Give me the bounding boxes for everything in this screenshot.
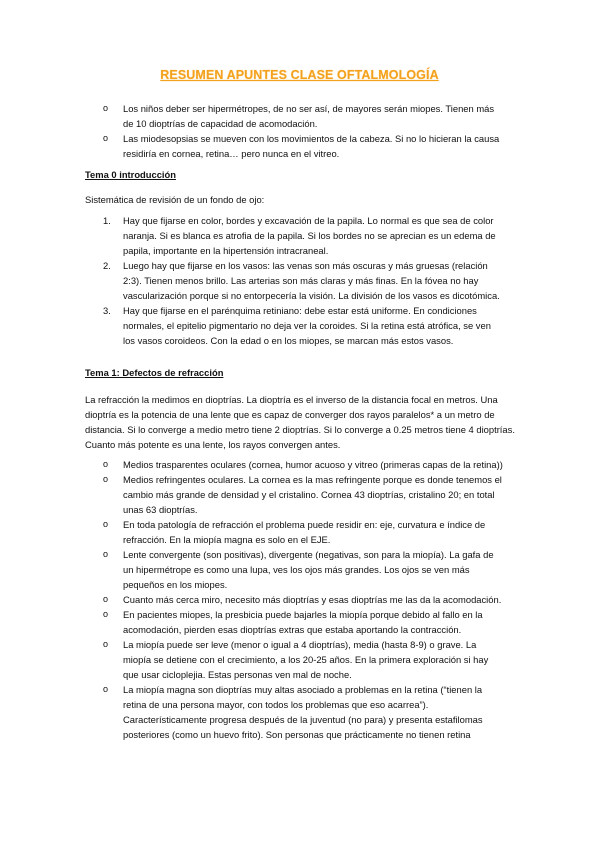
- bullet-text: Las miodesopsias se mueven con los movimientos de la cabeza. Si no lo hicieran la causa residiría en cornea, retina… pero nunca en el vitreo.: [123, 133, 500, 159]
- bullet-text: Los niños deber ser hipermétropes, de no ser así, de mayores serán miopes. Tienen más de 10 dioptrías de capacidad de acomodación.: [123, 103, 495, 129]
- tema0-intro: Sistemática de revisión de un fondo de ojo:: [85, 194, 265, 205]
- list-item: [103, 303, 503, 348]
- bullet-text: La miopía puede ser leve (menor o igual a 4 dioptrías), media (hasta 8-9) o grave. La miopía se detiene con el crecimiento, a los 20-25 años. En la primera exploración si hay que usar cicloplejia. Estas personas ven mal de noche.: [123, 639, 489, 680]
- bullet-icon: o: [103, 684, 109, 694]
- list-item: [103, 547, 503, 592]
- bullet-icon: o: [103, 103, 109, 113]
- bullet-icon: o: [103, 474, 109, 484]
- list-item: [103, 517, 503, 547]
- list-item: [103, 637, 503, 682]
- list-item: [103, 457, 503, 472]
- bullet-icon: o: [103, 594, 109, 604]
- tema0-numbered-list: [103, 213, 503, 348]
- bullet-text: Medios trasparentes oculares (cornea, humor acuoso y vitreo (primeras capas de la retina)): [123, 459, 503, 470]
- list-item: [103, 592, 503, 607]
- bullet-icon: o: [103, 639, 109, 649]
- bullet-text: En toda patología de refracción el problema puede residir en: eje, curvatura e índice de refracción. En la miopía magna es solo en el EJE.: [123, 519, 486, 545]
- bullet-text: Medios refringentes oculares. La cornea es la mas refringente porque es donde tenemos el cambio más grande de densidad y el cristalino. Cornea 43 dioptrías, cristalino 20; en total unas 63 dioptrías.: [123, 474, 502, 515]
- bullet-icon: o: [103, 519, 109, 529]
- list-item: [103, 131, 503, 161]
- bullet-icon: o: [103, 549, 109, 559]
- list-number: 3.: [103, 305, 111, 316]
- tema1-bullet-list: [103, 457, 503, 742]
- intro-bullet-list: [103, 101, 503, 161]
- bullet-text: La miopía magna son dioptrías muy altas asociado a problemas en la retina (“tienen la retina de una persona mayor, con todos los problemas que eso acarrea”). Característicamente progresa después de la juventud (no para) y presenta estafilomas posteriores (como un huevo frito). Son personas que prácticamente no tienen retina: [123, 684, 483, 740]
- bullet-icon: o: [103, 459, 109, 469]
- list-item: [103, 258, 503, 303]
- bullet-icon: o: [103, 133, 109, 143]
- bullet-icon: o: [103, 609, 109, 619]
- section-heading-tema1: Tema 1: Defectos de refracción: [85, 367, 224, 378]
- bullet-text: En pacientes miopes, la presbicia puede bajarles la miopía porque debido al fallo en la acomodación, pierden esas dioptrías extras que estaba aportando la contracción.: [123, 609, 483, 635]
- document-title: RESUMEN APUNTES CLASE OFTALMOLOGÍA: [160, 68, 439, 82]
- list-number: 2.: [103, 260, 111, 271]
- list-text: Hay que fijarse en el parénquima retiniano: debe estar está uniforme. En condiciones normales, el epitelio pigmentario no deja ver la coroides. Si la retina está atrófica, se ven los vasos coroideos. Con la edad o en los miopes, se marcan más estos vasos.: [123, 305, 491, 346]
- list-text: Hay que fijarse en color, bordes y excavación de la papila. Lo normal es que sea de color naranja. Si es blanca es atrofia de la papila. Si los bordes no se aprecian es un edema de papila, importante en la hipertensión intracraneal.: [123, 215, 496, 256]
- list-item: [103, 213, 503, 258]
- tema1-intro: La refracción la medimos en dioptrías. La dioptría es el inverso de la distancia focal en metros. Una dioptría es la potencia de una lente que es capaz de converger dos rayos paralelos* a un metro de distancia. Si lo converge a medio metro tiene 2 dioptrías. Si lo converge a 0.25 metros tiene 4 dioptrías. Cuanto más potente es una lente, los rayos convergen antes.: [85, 394, 515, 450]
- bullet-text: Lente convergente (son positivas), divergente (negativas, son para la miopía). La gafa de un hipermétrope es como una lupa, ves los ojos más grandes. Los ojos se ven más pequeños en los miopes.: [123, 549, 494, 590]
- bullet-text: Cuanto más cerca miro, necesito más dioptrías y esas dioptrías me las da la acomodación.: [123, 594, 502, 605]
- list-item: [103, 607, 503, 637]
- list-item: [103, 682, 503, 742]
- section-heading-tema0: Tema 0 introducción: [85, 169, 176, 180]
- list-number: 1.: [103, 215, 111, 226]
- list-item: [103, 101, 503, 131]
- list-item: [103, 472, 503, 517]
- list-text: Luego hay que fijarse en los vasos: las venas son más oscuras y más gruesas (relación 2:3). Tienen menos brillo. Las arterias son más claras y más finas. En la fóvea no hay vascularización porque si no entorpecería la visión. La división de los vasos es dicotómica.: [123, 260, 500, 301]
